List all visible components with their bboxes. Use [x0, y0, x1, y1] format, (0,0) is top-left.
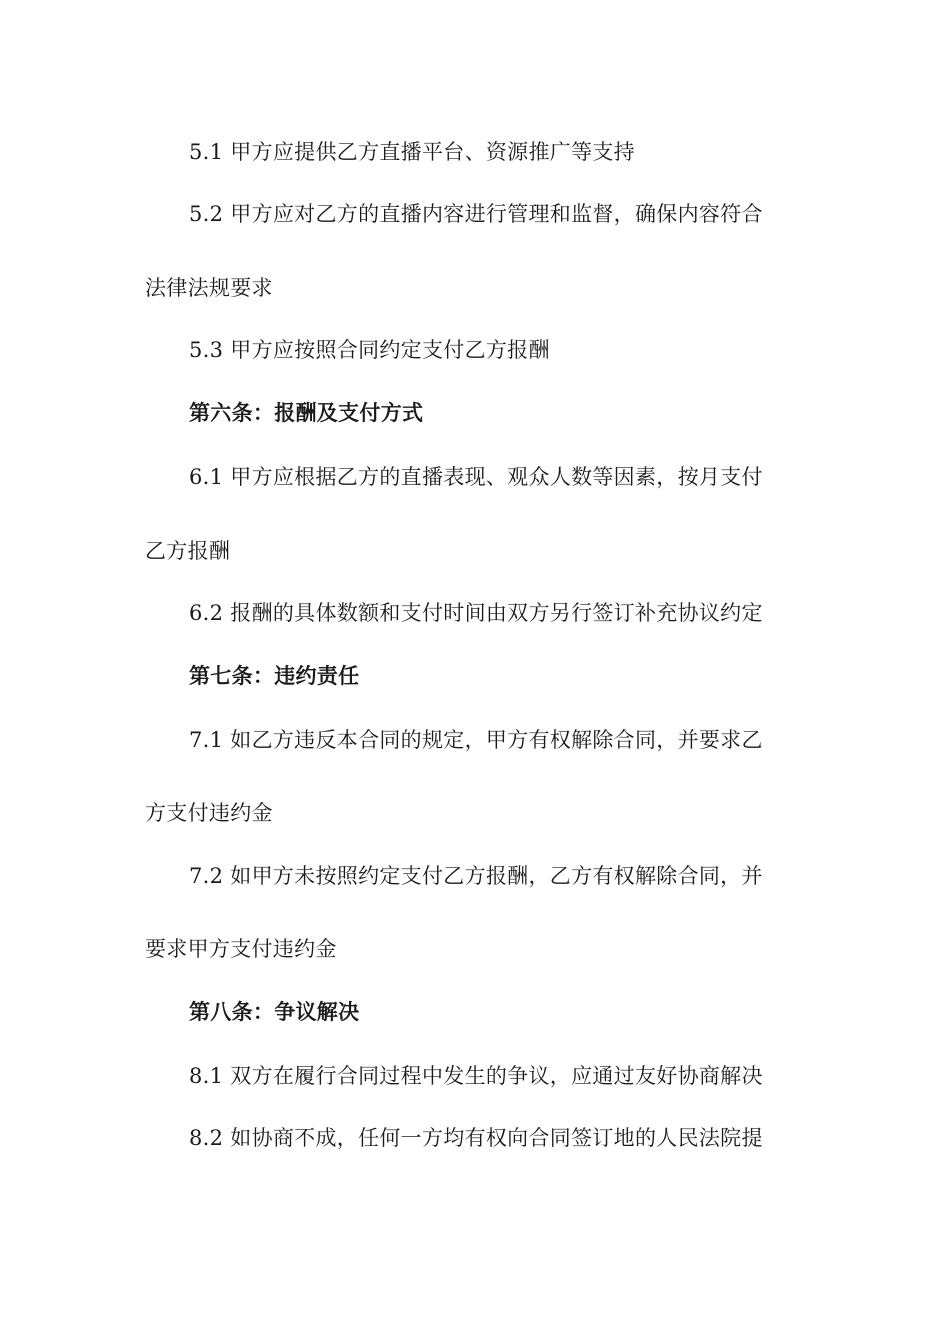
- article-8-heading: 第八条：争议解决: [189, 1000, 360, 1024]
- clause-7-2-continued: 要求甲方支付违约金: [145, 937, 337, 961]
- article-6-heading: 第六条：报酬及支付方式: [189, 401, 424, 425]
- clause-6-1-continued: 乙方报酬: [145, 539, 231, 563]
- clause-5-3: 5.3 甲方应按照合同约定支付乙方报酬: [189, 338, 550, 362]
- clause-5-2: 5.2 甲方应对乙方的直播内容进行管理和监督，确保内容符合: [189, 202, 763, 226]
- clause-7-1-continued: 方支付违约金: [145, 801, 273, 825]
- clause-8-2: 8.2 如协商不成，任何一方均有权向合同签订地的人民法院提: [189, 1126, 763, 1150]
- clause-6-2: 6.2 报酬的具体数额和支付时间由双方另行签订补充协议约定: [189, 601, 763, 625]
- clause-5-1: 5.1 甲方应提供乙方直播平台、资源推广等支持: [189, 140, 635, 164]
- clause-8-1: 8.1 双方在履行合同过程中发生的争议，应通过友好协商解决: [189, 1064, 763, 1088]
- clause-7-2: 7.2 如甲方未按照约定支付乙方报酬，乙方有权解除合同，并: [189, 864, 763, 888]
- clause-7-1: 7.1 如乙方违反本合同的规定，甲方有权解除合同，并要求乙: [189, 728, 763, 752]
- article-7-heading: 第七条：违约责任: [189, 664, 360, 688]
- clause-6-1: 6.1 甲方应根据乙方的直播表现、观众人数等因素，按月支付: [189, 465, 763, 489]
- clause-5-2-continued: 法律法规要求: [145, 276, 273, 300]
